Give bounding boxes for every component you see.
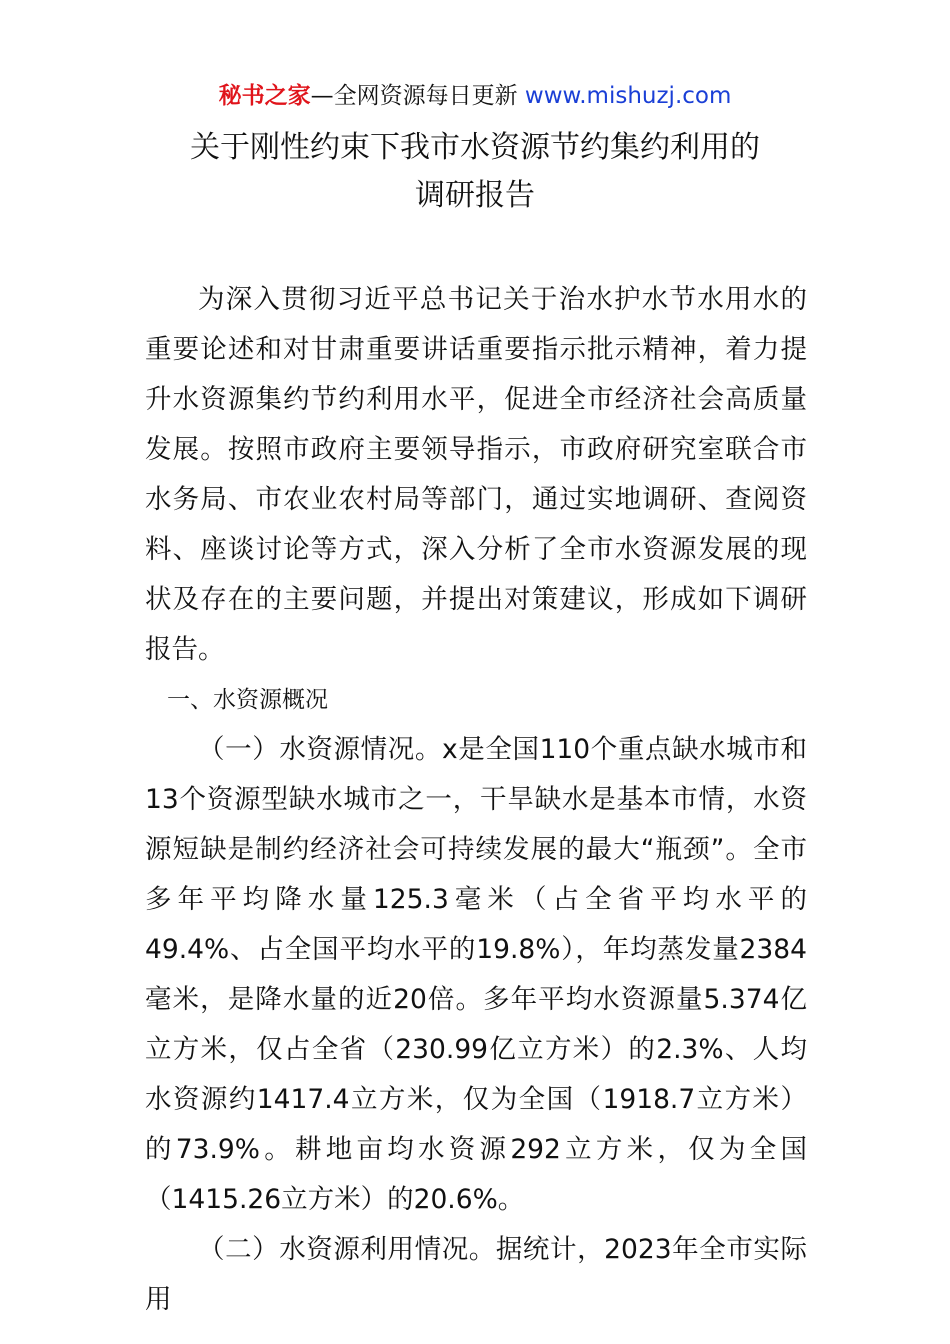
site-header <box>0 80 950 112</box>
section-paragraph-1: （一）水资源情况。x是全国110个重点缺水城市和13个资源型缺水城市之一，干旱缺水是基本市情，水资源短缺是制约经济社会可持续发展的最大“瓶颈”。全市多年平均降水量125.3毫米（占全省平均水平的49.4%、占全国平均水平的19.8%），年均蒸发量2384毫米，是降水量的近20倍。多年平均水资源量5.374亿立方米，仅占全省（230.99亿立方米）的2.3%、人均水资源约1417.4立方米，仅为全国（1918.7立方米）的73.9%。耕地亩均水资源292立方米，仅为全国（1415.26立方米）的20.6%。 <box>145 734 807 1215</box>
site-link[interactable]: www.mishuzj.com <box>524 83 732 109</box>
brand-name[interactable]: 秘书之家 <box>218 83 311 109</box>
intro-paragraph: 为深入贯彻习近平总书记关于治水护水节水用水的重要论述和对甘肃重要讲话重要指示批示精神，着力提升水资源集约节约利用水平，促进全市经济社会高质量发展。按照市政府主要领导指示，市政府研究室联合市水务局、市农业农村局等部门，通过实地调研、查阅资料、座谈讨论等方式，深入分析了全市水资源发展的现状及存在的主要问题，并提出对策建议，形成如下调研报告。 <box>145 284 807 665</box>
document-title-line-1: 关于刚性约束下我市水资源节约集约利用的 <box>190 130 760 165</box>
section-paragraph-2: （二）水资源利用情况。据统计，2023年全市实际用 <box>145 1234 807 1315</box>
header-tagline: —全网资源每日更新 <box>310 83 518 109</box>
section-heading: 一、水资源概况 <box>167 687 328 713</box>
document-body <box>145 275 807 1325</box>
document-title-line-2: 调研报告 <box>415 178 535 213</box>
